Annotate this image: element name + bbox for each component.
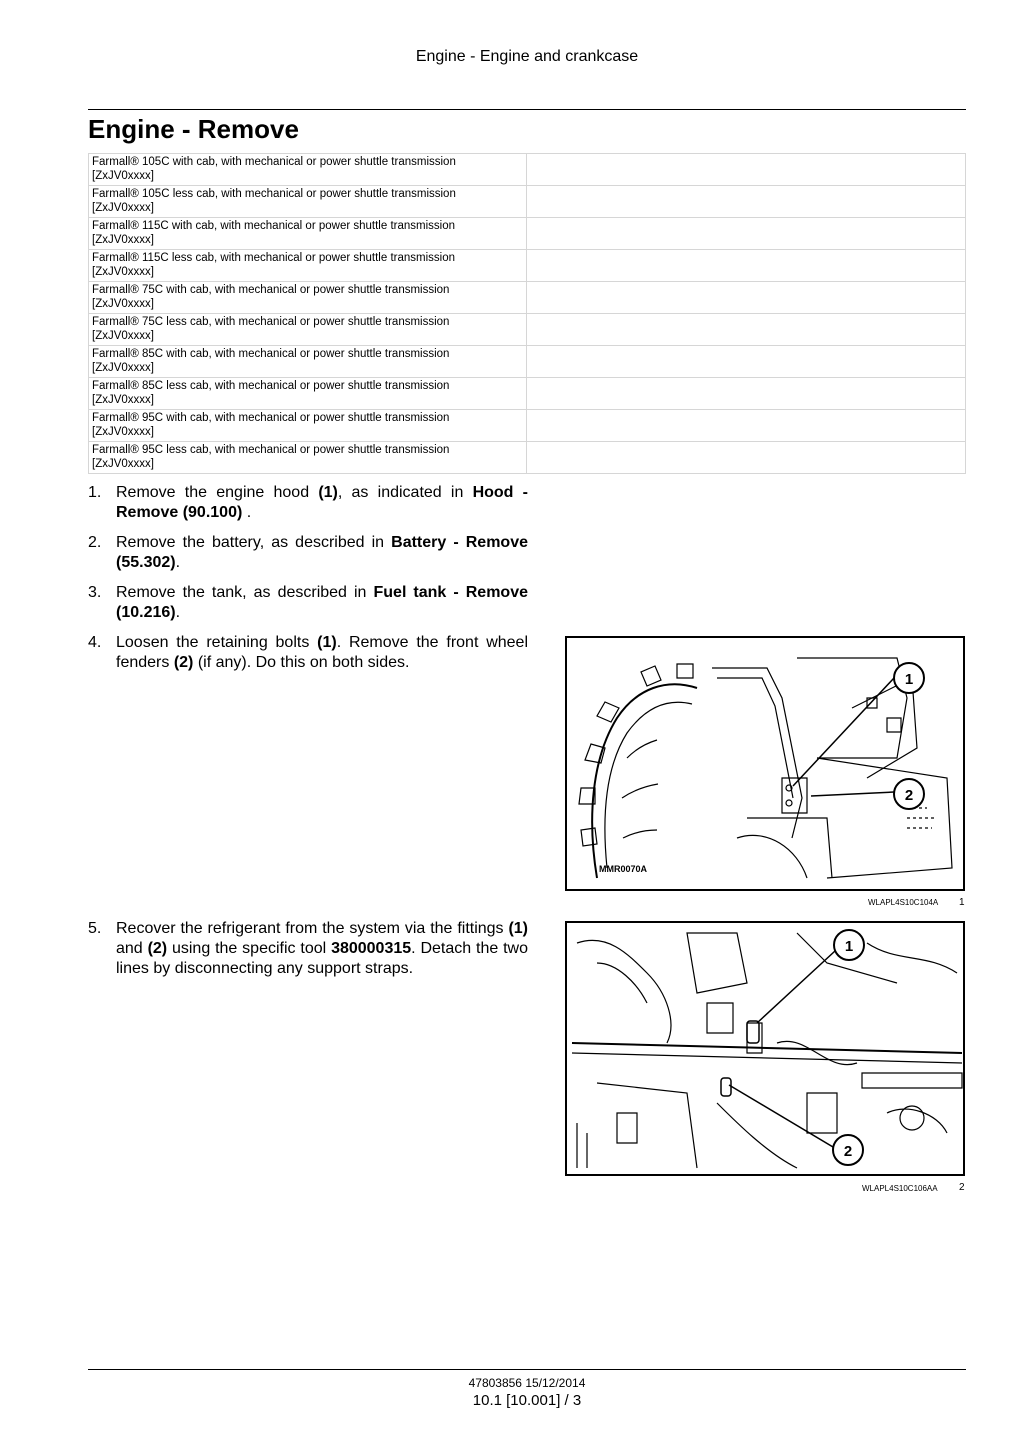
model-cell: Farmall® 95C less cab, with mechanical or power shuttle transmission [ZxJV0xxxx] <box>89 442 527 474</box>
callout-1-label: 1 <box>844 938 854 955</box>
figure-1-code: WLAPL4S10C104A <box>868 898 939 907</box>
figure-inner-label: MMR0070A <box>599 864 648 874</box>
model-cell: Farmall® 75C with cab, with mechanical or power shuttle transmission [ZxJV0xxxx] <box>89 282 527 314</box>
table-row <box>89 410 966 442</box>
footer-doc-code: 47803856 15/12/2014 <box>468 1376 586 1390</box>
step-4: 4. Loosen the retaining bolts (1). Remove the front wheel fenders (2) (if any). Do this on both sides. <box>88 634 528 671</box>
table-row <box>89 314 966 346</box>
model-cell: Farmall® 115C less cab, with mechanical or power shuttle transmission [ZxJV0xxxx] <box>89 250 527 282</box>
empty-cell <box>527 378 966 410</box>
callout-2-label: 2 <box>904 787 914 804</box>
figure-1-number: 1 <box>959 897 965 908</box>
table-row <box>89 442 966 474</box>
footer-rule <box>88 1369 966 1370</box>
model-cell: Farmall® 85C with cab, with mechanical or power shuttle transmission [ZxJV0xxxx] <box>89 346 527 378</box>
table-row <box>89 154 966 186</box>
table-row <box>89 186 966 218</box>
model-cell: Farmall® 105C less cab, with mechanical or power shuttle transmission [ZxJV0xxxx] <box>89 186 527 218</box>
step-1: 1. Remove the engine hood (1), as indicated in Hood - Remove (90.100) . <box>88 484 528 521</box>
figure-2-code: WLAPL4S10C106AA <box>862 1184 938 1193</box>
running-header: Engine - Engine and crankcase <box>415 48 639 65</box>
header-rule <box>88 109 966 110</box>
figure-2-illustration <box>565 921 965 1176</box>
model-cell: Farmall® 75C less cab, with mechanical or power shuttle transmission [ZxJV0xxxx] <box>89 314 527 346</box>
empty-cell <box>527 218 966 250</box>
empty-cell <box>527 346 966 378</box>
table-row <box>89 218 966 250</box>
empty-cell <box>527 410 966 442</box>
step-2: 2. Remove the battery, as described in Battery - Remove (55.302). <box>88 534 528 571</box>
model-cell: Farmall® 115C with cab, with mechanical or power shuttle transmission [ZxJV0xxxx] <box>89 218 527 250</box>
model-cell: Farmall® 95C with cab, with mechanical or power shuttle transmission [ZxJV0xxxx] <box>89 410 527 442</box>
empty-cell <box>527 314 966 346</box>
step-5: 5. Recover the refrigerant from the system via the fittings (1) and (2) using the specific tool 380000315. Detach the two lines by disconnecting any support straps. <box>88 920 529 977</box>
model-applicability-table <box>88 153 966 474</box>
table-row <box>89 250 966 282</box>
callout-2-label: 2 <box>843 1143 853 1160</box>
table-row <box>89 378 966 410</box>
model-cell: Farmall® 105C with cab, with mechanical or power shuttle transmission [ZxJV0xxxx] <box>89 154 527 186</box>
callout-1-label: 1 <box>904 671 914 688</box>
empty-cell <box>527 442 966 474</box>
footer-page-number: 10.1 [10.001] / 3 <box>472 1392 582 1409</box>
model-cell: Farmall® 85C less cab, with mechanical or power shuttle transmission [ZxJV0xxxx] <box>89 378 527 410</box>
empty-cell <box>527 186 966 218</box>
refrigerant-fittings-drawing <box>567 923 963 1174</box>
step-3: 3. Remove the tank, as described in Fuel tank - Remove (10.216). <box>88 584 529 621</box>
table-row <box>89 346 966 378</box>
figure-2-number: 2 <box>959 1182 965 1193</box>
table-row <box>89 282 966 314</box>
tractor-fender-drawing <box>567 638 963 889</box>
page-title: Engine - Remove <box>88 114 299 144</box>
empty-cell <box>527 282 966 314</box>
empty-cell <box>527 250 966 282</box>
figure-1-illustration <box>565 636 965 891</box>
empty-cell <box>527 154 966 186</box>
